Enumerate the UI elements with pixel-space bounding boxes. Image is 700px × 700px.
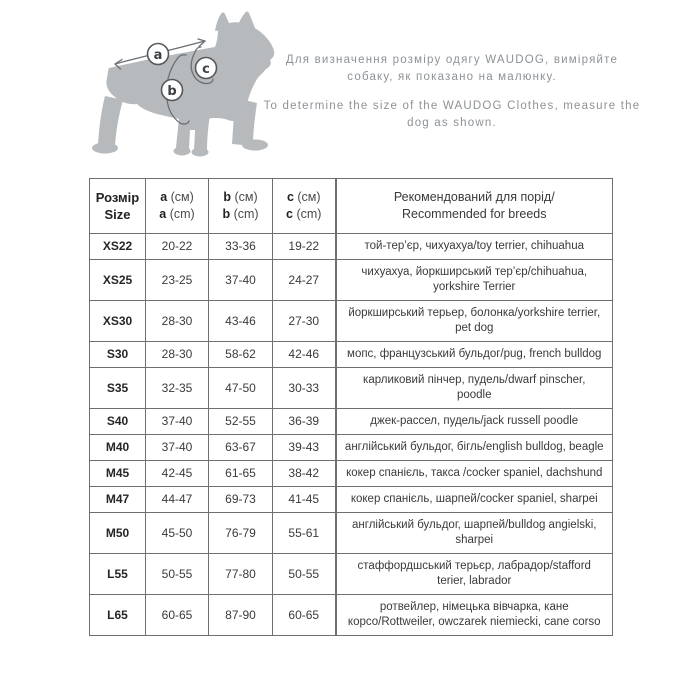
cell-size: S30 <box>90 342 146 368</box>
cell-b: 52-55 <box>209 409 273 435</box>
table-row <box>90 260 613 301</box>
cell-breeds: чихуахуа, йоркширський тер’єр/chihuahua, yorkshire Terrier <box>336 260 613 301</box>
cell-c: 24-27 <box>273 260 336 301</box>
cell-b: 33-36 <box>209 234 273 260</box>
table-row <box>90 368 613 409</box>
col-header-breeds-uk: Рекомендований для порід/ <box>393 190 555 204</box>
cell-size: M40 <box>90 435 146 461</box>
cell-a: 42-45 <box>146 461 209 487</box>
table-row <box>90 409 613 435</box>
cell-c: 50-55 <box>273 554 336 595</box>
cell-size: S40 <box>90 409 146 435</box>
cell-size: M47 <box>90 487 146 513</box>
col-header-c: c (см) c (cm) <box>273 179 336 234</box>
dog-front-foot <box>242 140 268 151</box>
intro-text-uk: Для визначення розміру одягу WAUDOG, виміряйте собаку, як показано на малюнку. <box>285 54 619 83</box>
cell-a: 37-40 <box>146 409 209 435</box>
cell-size: XS22 <box>90 234 146 260</box>
cell-b: 47-50 <box>209 368 273 409</box>
cell-breeds: джек-рассел, пудель/jack russell poodle <box>336 409 613 435</box>
col-header-breeds <box>336 179 613 234</box>
cell-size: M50 <box>90 513 146 554</box>
cell-b: 43-46 <box>209 301 273 342</box>
cell-breeds: кокер спанієль, шарпей/cocker spaniel, sharpei <box>336 487 613 513</box>
cell-size: S35 <box>90 368 146 409</box>
table-row <box>90 342 613 368</box>
table-row <box>90 461 613 487</box>
cell-a: 28-30 <box>146 342 209 368</box>
dog-front-leg <box>232 98 257 146</box>
cell-breeds: мопс, французський бульдог/pug, french bulldog <box>336 342 613 368</box>
cell-breeds: кокер спанієль, такса /cocker spaniel, dachshund <box>336 461 613 487</box>
table-row <box>90 513 613 554</box>
cell-breeds: той-тер’єр, чихуахуа/toy terrier, chihuahua <box>336 234 613 260</box>
col-header-breeds-en: Recommended for breeds <box>401 207 547 221</box>
dog-ear-left <box>215 13 232 32</box>
measure-a-label: a <box>153 48 163 63</box>
cell-c: 55-61 <box>273 513 336 554</box>
dog-ear-right <box>237 12 256 32</box>
table-row <box>90 554 613 595</box>
cell-a: 50-55 <box>146 554 209 595</box>
cell-b: 61-65 <box>209 461 273 487</box>
cell-breeds: карликовий пінчер, пудель/dwarf pinscher, poodle <box>336 368 613 409</box>
cell-b: 69-73 <box>209 487 273 513</box>
cell-b: 77-80 <box>209 554 273 595</box>
cell-b: 76-79 <box>209 513 273 554</box>
col-header-b: b (см) b (cm) <box>209 179 273 234</box>
cell-a: 45-50 <box>146 513 209 554</box>
cell-b: 63-67 <box>209 435 273 461</box>
table-row <box>90 435 613 461</box>
cell-c: 39-43 <box>273 435 336 461</box>
cell-size: XS30 <box>90 301 146 342</box>
table-row <box>90 234 613 260</box>
table-row <box>90 487 613 513</box>
cell-b: 37-40 <box>209 260 273 301</box>
cell-c: 36-39 <box>273 409 336 435</box>
intro-text-block <box>263 52 641 132</box>
cell-b: 58-62 <box>209 342 273 368</box>
cell-a: 32-35 <box>146 368 209 409</box>
cell-a: 23-25 <box>146 260 209 301</box>
cell-c: 60-65 <box>273 595 336 636</box>
cell-size: M45 <box>90 461 146 487</box>
table-row <box>90 595 613 636</box>
cell-a: 60-65 <box>146 595 209 636</box>
measure-b-label: b <box>167 84 177 99</box>
dog-hind-leg <box>98 96 123 146</box>
cell-c: 19-22 <box>273 234 336 260</box>
cell-c: 27-30 <box>273 301 336 342</box>
col-header-a: a (см) a (cm) <box>146 179 209 234</box>
cell-c: 42-46 <box>273 342 336 368</box>
table-header-row <box>90 179 613 234</box>
intro-text-en: To determine the size of the WAUDOG Clothes, measure the dog as shown. <box>263 100 641 129</box>
cell-breeds: англійський бульдог, шарпей/bulldog angielski, sharpei <box>336 513 613 554</box>
cell-size: L65 <box>90 595 146 636</box>
dog-hind-foot <box>92 143 118 154</box>
dog-middle-foot-left <box>174 147 191 156</box>
cell-b: 87-90 <box>209 595 273 636</box>
col-header-size-en: Size <box>104 207 131 222</box>
measure-c-label: c <box>202 62 210 77</box>
cell-size: L55 <box>90 554 146 595</box>
cell-a: 37-40 <box>146 435 209 461</box>
cell-c: 41-45 <box>273 487 336 513</box>
col-header-size-uk: Розмір <box>95 190 140 205</box>
cell-breeds: стаффордшський терьєр, лабрадор/stafford terier, labrador <box>336 554 613 595</box>
cell-breeds: англійський бульдог, бігль/english bulldog, beagle <box>336 435 613 461</box>
cell-size: XS25 <box>90 260 146 301</box>
cell-breeds: йоркширський терьер, болонка/yorkshire terrier, pet dog <box>336 301 613 342</box>
dog-middle-legs <box>176 106 211 150</box>
cell-a: 20-22 <box>146 234 209 260</box>
cell-a: 28-30 <box>146 301 209 342</box>
cell-c: 38-42 <box>273 461 336 487</box>
cell-breeds: ротвейлер, німецька вівчарка, кане корсо/Rottweiler, owczarek niemiecki, cane corso <box>336 595 613 636</box>
dog-middle-foot-right <box>192 148 209 157</box>
col-header-size <box>90 179 146 234</box>
cell-a: 44-47 <box>146 487 209 513</box>
table-row <box>90 301 613 342</box>
cell-c: 30-33 <box>273 368 336 409</box>
size-table <box>89 178 613 636</box>
